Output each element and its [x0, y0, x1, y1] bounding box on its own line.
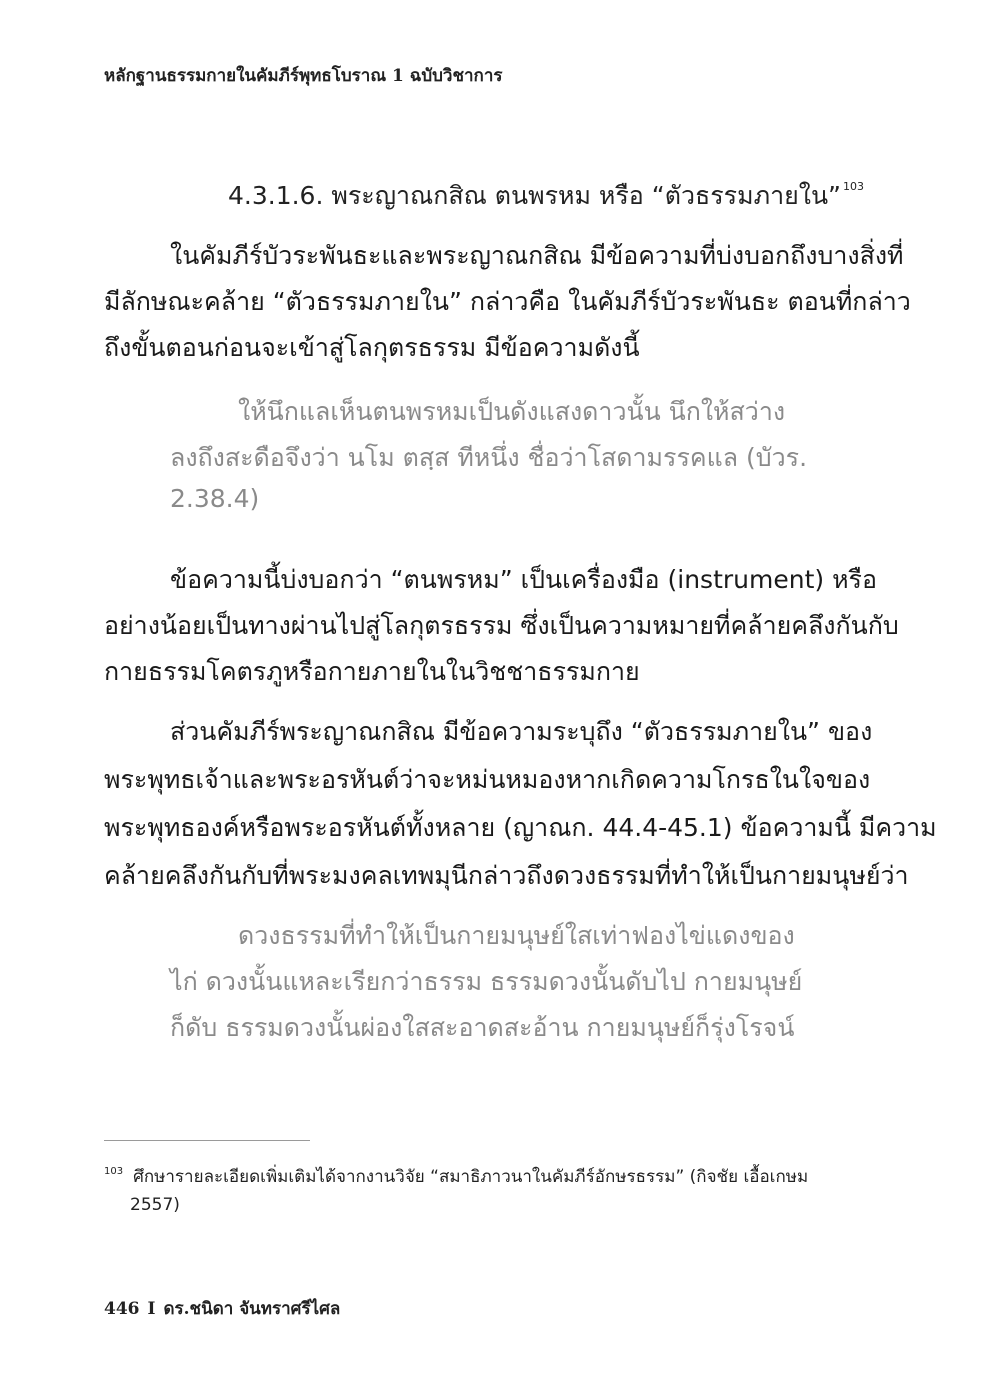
para3-line-2: พระพุทธเจ้าและพระอรหันต์ว่าจะหม่นหมองหากเกิดความโกรธในใจของ: [104, 765, 871, 794]
footnote-divider: [104, 1140, 310, 1141]
quote2-line-1: ดวงธรรมที่ทำให้เป็นกายมนุษย์ใสเท่าฟองไข่แดงของ: [238, 921, 795, 950]
footnote-text: ศึกษารายละเอียดเพิ่มเติมได้จากงานวิจัย “สมาธิภาวนาในคัมภีร์อักษรธรรม” (กิจชัย เอื้อเกษม: [133, 1167, 809, 1187]
page-footer: [104, 1295, 340, 1322]
running-header: หลักฐานธรรมกายในคัมภีร์พุทธโบราณ 1 ฉบับวิชาการ: [104, 66, 503, 86]
author-name: ดร.ชนิดา จันทราศรีไศล: [163, 1299, 341, 1319]
para3-line-3: พระพุทธองค์หรือพระอรหันต์ทั้งหลาย (ญาณก. 44.4-45.1) ข้อความนี้ มีความ: [104, 813, 937, 842]
quote2-line-3: ก็ดับ ธรรมดวงนั้นผ่องใสสะอาดสะอ้าน กายมนุษย์ก็รุ่งโรจน์: [170, 1013, 795, 1042]
quote1-line-1: ให้นึกแลเห็นตนพรหมเป็นดังแสงดาวนั้น นึกให้สว่าง: [238, 397, 786, 426]
para2-line-1: ข้อความนี้บ่งบอกว่า “ตนพรหม” เป็นเครื่องมือ (instrument) หรือ: [170, 565, 877, 594]
quote2-line-2: ไก่ ดวงนั้นแหละเรียกว่าธรรม ธรรมดวงนั้นดับไป กายมนุษย์: [170, 967, 803, 996]
para2-line-3: กายธรรมโคตรภูหรือกายภายในในวิชชาธรรมกาย: [104, 657, 640, 686]
footnote-ref: 103: [843, 180, 865, 193]
footnote: [104, 1158, 861, 1219]
footer-separator: I: [147, 1299, 156, 1319]
para2-line-2: อย่างน้อยเป็นทางผ่านไปสู่โลกุตรธรรม ซึ่งเป็นความหมายที่คล้ายคลึงกันกับ: [104, 611, 899, 640]
footnote-line-1: [104, 1167, 808, 1187]
footnote-continuation: 2557): [130, 1195, 180, 1215]
para1-line-1: ในคัมภีร์บัวระพันธะและพระญาณกสิณ มีข้อความที่บ่งบอกถึงบางสิ่งที่: [170, 241, 904, 270]
quote1-line-2: ลงถึงสะดือจึงว่า นโม ตสฺส ทีหนึ่ง ชื่อว่าโสดามรรคแล (บัวร.: [170, 443, 808, 472]
section-heading-text: 4.3.1.6. พระญาณกสิณ ตนพรหม หรือ “ตัวธรรมภายใน”: [228, 181, 842, 210]
para1-line-3: ถึงขั้นตอนก่อนจะเข้าสู่โลกุตรธรรม มีข้อความดังนี้: [104, 333, 640, 362]
para3-line-1: ส่วนคัมภีร์พระญาณกสิณ มีข้อความระบุถึง “ตัวธรรมภายใน” ของ: [170, 717, 873, 746]
footnote-number: 103: [104, 1166, 124, 1177]
section-heading: [228, 176, 864, 216]
para3-line-4: คล้ายคลึงกันกับที่พระมงคลเทพมุนีกล่าวถึงดวงธรรมที่ทำให้เป็นกายมนุษย์ว่า: [104, 861, 909, 890]
para1-line-2: มีลักษณะคล้าย “ตัวธรรมภายใน” กล่าวคือ ในคัมภีร์บัวระพันธะ ตอนที่กล่าว: [104, 287, 911, 316]
quote1-line-3: 2.38.4): [170, 484, 260, 513]
page-number: 446: [104, 1299, 140, 1319]
